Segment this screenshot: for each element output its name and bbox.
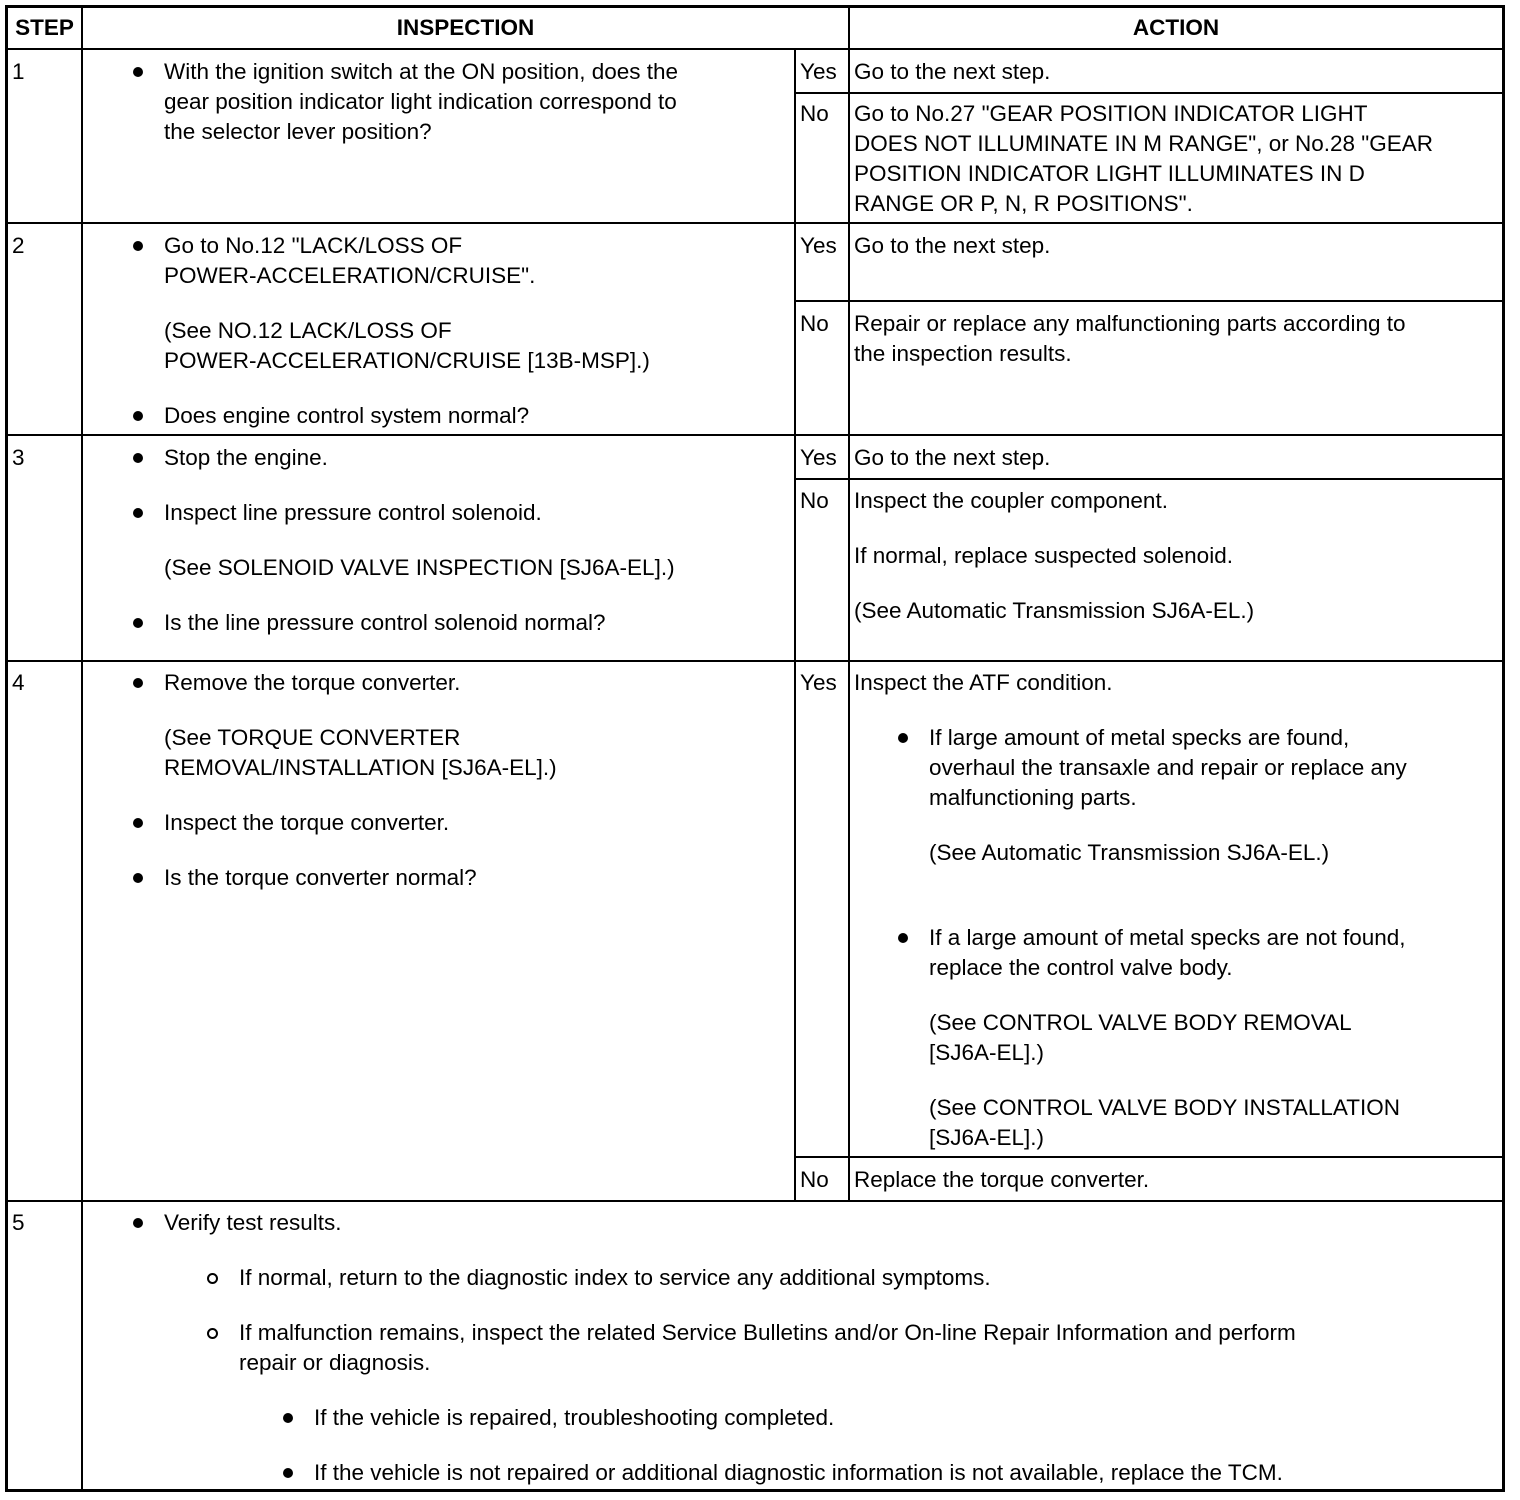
bullet-icon xyxy=(283,1413,293,1423)
inspection-text: (See TORQUE CONVERTER xyxy=(164,725,461,750)
inspection-text: Verify test results. xyxy=(164,1210,342,1235)
inspection-text: Inspect line pressure control solenoid. xyxy=(164,500,542,525)
no-action: If normal, replace suspected solenoid. xyxy=(854,543,1233,568)
yes-action: overhaul the transaxle and repair or replace any xyxy=(929,755,1407,780)
inspection-text: Does engine control system normal? xyxy=(164,403,530,428)
no-action: the inspection results. xyxy=(854,341,1072,366)
bullet-icon xyxy=(133,678,143,688)
row-divider xyxy=(8,660,1502,662)
inspection-text: (See NO.12 LACK/LOSS OF xyxy=(164,318,452,343)
inspection-text: Remove the torque converter. xyxy=(164,670,461,695)
yes-action: If large amount of metal specks are found, xyxy=(929,725,1350,750)
bullet-icon xyxy=(133,1218,143,1228)
header-action: ACTION xyxy=(1132,15,1220,40)
bullet-icon xyxy=(133,453,143,463)
inspection-text: Stop the engine. xyxy=(164,445,328,470)
inspection-text: repair or diagnosis. xyxy=(239,1350,431,1375)
row-divider xyxy=(8,48,1502,50)
no-action: RANGE OR P, N, R POSITIONS". xyxy=(854,191,1193,216)
step-number: 3 xyxy=(12,445,25,470)
header-step: STEP xyxy=(15,15,74,40)
bullet-icon xyxy=(133,411,143,421)
yes-action: [SJ6A-EL].) xyxy=(929,1040,1045,1065)
bullet-icon xyxy=(133,508,143,518)
row-divider xyxy=(794,478,1502,480)
inspection-text: Inspect the torque converter. xyxy=(164,810,450,835)
inspection-text: If normal, return to the diagnostic index to service any additional symptoms. xyxy=(239,1265,991,1290)
inspection-text: If malfunction remains, inspect the related Service Bulletins and/or On-line Repair Information and perform xyxy=(239,1320,1296,1345)
no-action: (See Automatic Transmission SJ6A-EL.) xyxy=(854,598,1255,623)
row-divider xyxy=(8,222,1502,224)
no-action: DOES NOT ILLUMINATE IN M RANGE", or No.28 "GEAR xyxy=(854,131,1434,156)
step-number: 5 xyxy=(12,1210,25,1235)
bullet-icon xyxy=(898,733,908,743)
hollow-bullet-icon xyxy=(207,1273,218,1284)
column-divider xyxy=(848,48,850,1201)
yes-action: Go to the next step. xyxy=(854,445,1051,470)
yes-action: (See CONTROL VALVE BODY INSTALLATION xyxy=(929,1095,1400,1120)
row-divider xyxy=(794,1156,1502,1158)
inspection-text: If the vehicle is not repaired or additional diagnostic information is not available, replace the TCM. xyxy=(314,1460,1283,1485)
column-divider xyxy=(794,48,796,1201)
row-divider xyxy=(794,300,1502,302)
yes-label: Yes xyxy=(800,233,837,258)
yes-action: Inspect the ATF condition. xyxy=(854,670,1113,695)
yes-action: Go to the next step. xyxy=(854,59,1051,84)
bullet-icon xyxy=(133,67,143,77)
row-divider xyxy=(8,1200,1502,1202)
inspection-text: the selector lever position? xyxy=(164,119,432,144)
no-action: Go to No.27 "GEAR POSITION INDICATOR LIGHT xyxy=(854,101,1368,126)
inspection-text: If the vehicle is repaired, troubleshooting completed. xyxy=(314,1405,835,1430)
yes-action: [SJ6A-EL].) xyxy=(929,1125,1045,1150)
yes-label: Yes xyxy=(800,445,837,470)
inspection-text: Go to No.12 "LACK/LOSS OF xyxy=(164,233,463,258)
no-label: No xyxy=(800,1167,829,1192)
hollow-bullet-icon xyxy=(207,1328,218,1339)
inspection-text: POWER-ACCELERATION/CRUISE [13B-MSP].) xyxy=(164,348,650,373)
header-inspection: INSPECTION xyxy=(396,15,535,40)
row-divider xyxy=(8,434,1502,436)
yes-action: Go to the next step. xyxy=(854,233,1051,258)
step-number: 4 xyxy=(12,670,25,695)
inspection-text: (See SOLENOID VALVE INSPECTION [SJ6A-EL].) xyxy=(164,555,675,580)
bullet-icon xyxy=(283,1468,293,1478)
bullet-icon xyxy=(133,873,143,883)
bullet-icon xyxy=(133,241,143,251)
no-action: Inspect the coupler component. xyxy=(854,488,1168,513)
no-action: Replace the torque converter. xyxy=(854,1167,1150,1192)
yes-action: malfunctioning parts. xyxy=(929,785,1137,810)
yes-action: replace the control valve body. xyxy=(929,955,1233,980)
inspection-text: With the ignition switch at the ON position, does the xyxy=(164,59,679,84)
step-number: 1 xyxy=(12,59,25,84)
inspection-text: REMOVAL/INSTALLATION [SJ6A-EL].) xyxy=(164,755,557,780)
row-divider xyxy=(794,92,1502,94)
inspection-text: Is the torque converter normal? xyxy=(164,865,477,890)
inspection-text: gear position indicator light indication correspond to xyxy=(164,89,677,114)
diagnostic-table xyxy=(5,5,1505,1492)
bullet-icon xyxy=(898,933,908,943)
no-label: No xyxy=(800,311,829,336)
yes-action: (See CONTROL VALVE BODY REMOVAL xyxy=(929,1010,1352,1035)
yes-label: Yes xyxy=(800,59,837,84)
no-action: POSITION INDICATOR LIGHT ILLUMINATES IN D xyxy=(854,161,1365,186)
no-label: No xyxy=(800,101,829,126)
yes-action: If a large amount of metal specks are not found, xyxy=(929,925,1406,950)
no-label: No xyxy=(800,488,829,513)
step-number: 2 xyxy=(12,233,25,258)
bullet-icon xyxy=(133,618,143,628)
yes-action: (See Automatic Transmission SJ6A-EL.) xyxy=(929,840,1330,865)
inspection-text: POWER-ACCELERATION/CRUISE". xyxy=(164,263,536,288)
inspection-text: Is the line pressure control solenoid normal? xyxy=(164,610,606,635)
no-action: Repair or replace any malfunctioning parts according to xyxy=(854,311,1406,336)
column-divider xyxy=(81,8,83,1489)
bullet-icon xyxy=(133,818,143,828)
yes-label: Yes xyxy=(800,670,837,695)
